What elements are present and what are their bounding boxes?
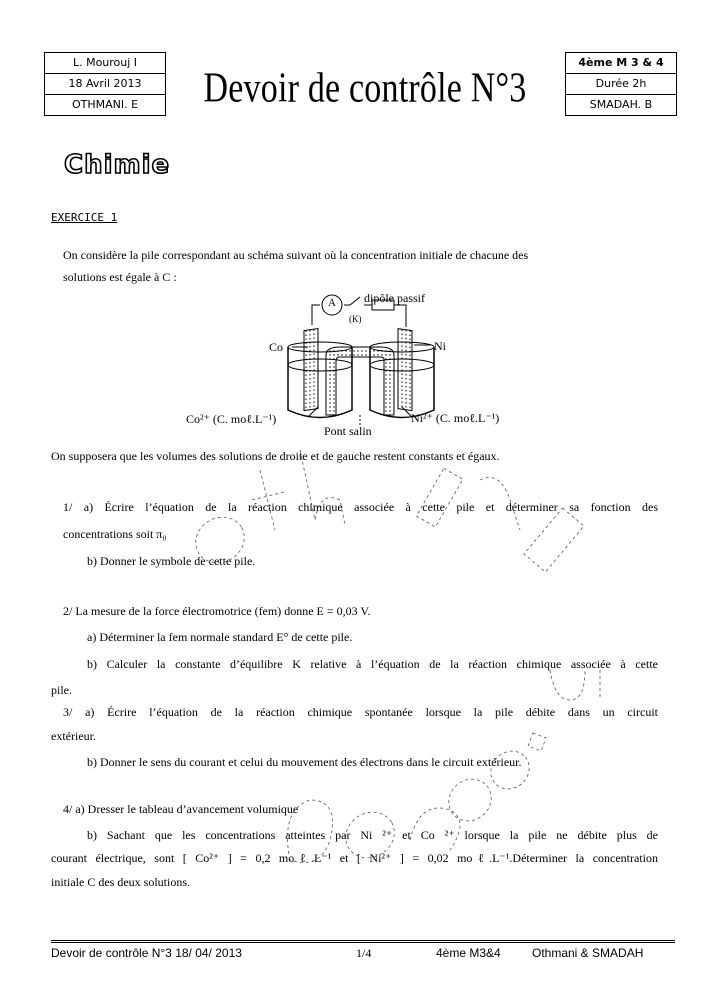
header-right-box xyxy=(565,52,677,116)
footer-class: 4ème M3&4 xyxy=(436,946,501,960)
switch-label: (K) xyxy=(349,314,362,324)
page-number: 1/4 xyxy=(356,946,372,960)
q4a: 4/ a) Dresser le tableau d’avancement volumique xyxy=(63,802,299,816)
intro-line-1: On considère la pile correspondant au schéma suivant où la concentration initiale de chacune des xyxy=(63,248,529,262)
nickel-electrode xyxy=(398,329,412,411)
q2b-line-1: b) Calculer la constante d’équilibre K relative à l’équation de la réaction chimique associée à cette xyxy=(87,657,658,671)
q4b-line-1: b) Sachant que les concentrations atteintes par Ni ²⁺ et Co ²⁺ lorsque la pile ne débite plus de xyxy=(87,828,658,842)
teacher-name-1: OTHMANI. E xyxy=(71,98,139,111)
q4b-line-2: courant électrique, sont [ Co²⁺ ] = 0,2 moℓ.L⁻¹ et [ Ni²⁺ ] = 0,02 moℓ.L⁻¹.Déterminer la concentration xyxy=(51,851,658,865)
q2a: a) Déterminer la fem normale standard E° de cette pile. xyxy=(87,630,353,644)
q3a-line-1: 3/ a) Écrire l’équation de la réaction chimique spontanée lorsque la pile débite dans un circuit xyxy=(63,705,658,719)
q3a-line-2: extérieur. xyxy=(51,729,96,743)
page-title: Devoir de contrôle N°3 xyxy=(203,65,527,112)
cobalt-electrode xyxy=(304,329,318,411)
school-name: L. Mourouj I xyxy=(45,53,165,74)
footer-exam-info: Devoir de contrôle N°3 18/ 04/ 2013 xyxy=(51,946,242,960)
teacher-name-2: SMADAH. B xyxy=(589,98,653,111)
nickel-label: Ni xyxy=(434,339,446,353)
q1a-line-1: 1/ a) Écrire l’équation de la réaction chimique associée à cette pile et déterminer sa fonction des xyxy=(63,500,658,514)
ammeter-label: A xyxy=(328,297,336,309)
left-beaker xyxy=(288,347,352,418)
footer-rule xyxy=(51,940,675,941)
q2-stem: 2/ La mesure de la force électromotrice (fem) donne E = 0,03 V. xyxy=(63,604,371,618)
cobalt-solution-label: Co²⁺ (C. moℓ.L⁻¹) xyxy=(186,412,277,426)
exam-date: 18 Avril 2013 xyxy=(45,74,165,95)
intro-line-2: solutions est égale à C : xyxy=(63,270,177,284)
q1b: b) Donner le symbole de cette pile. xyxy=(87,554,256,568)
header-left-box xyxy=(44,52,166,116)
q4b-line-3: initiale C des deux solutions. xyxy=(51,875,190,889)
q2b-line-2: pile. xyxy=(51,683,72,697)
salt-bridge-label: Pont salin xyxy=(324,424,372,438)
q1a-line-2: concentrations soit π₀ xyxy=(63,527,167,541)
duration: Durée 2h xyxy=(566,74,676,95)
volumes-statement: On supposera que les volumes des solutions de droite et de gauche restent constants et égaux. xyxy=(51,449,500,463)
exercise-title: EXERCICE 1 xyxy=(51,211,118,224)
section-title: Chimie xyxy=(64,150,171,180)
dipole-label: dipôle passif xyxy=(364,291,425,305)
nickel-solution-label: Ni²⁺ (C. moℓ.L⁻¹) xyxy=(411,411,500,425)
footer-rule-2 xyxy=(51,942,675,943)
footer-authors: Othmani & SMADAH xyxy=(532,946,644,960)
salt-bridge xyxy=(326,347,394,415)
q3b: b) Donner le sens du courant et celui du mouvement des électrons dans le circuit extérieur. xyxy=(87,755,522,769)
class-level: 4ème M 3 & 4 xyxy=(566,53,676,74)
cobalt-label: Co xyxy=(269,340,284,354)
